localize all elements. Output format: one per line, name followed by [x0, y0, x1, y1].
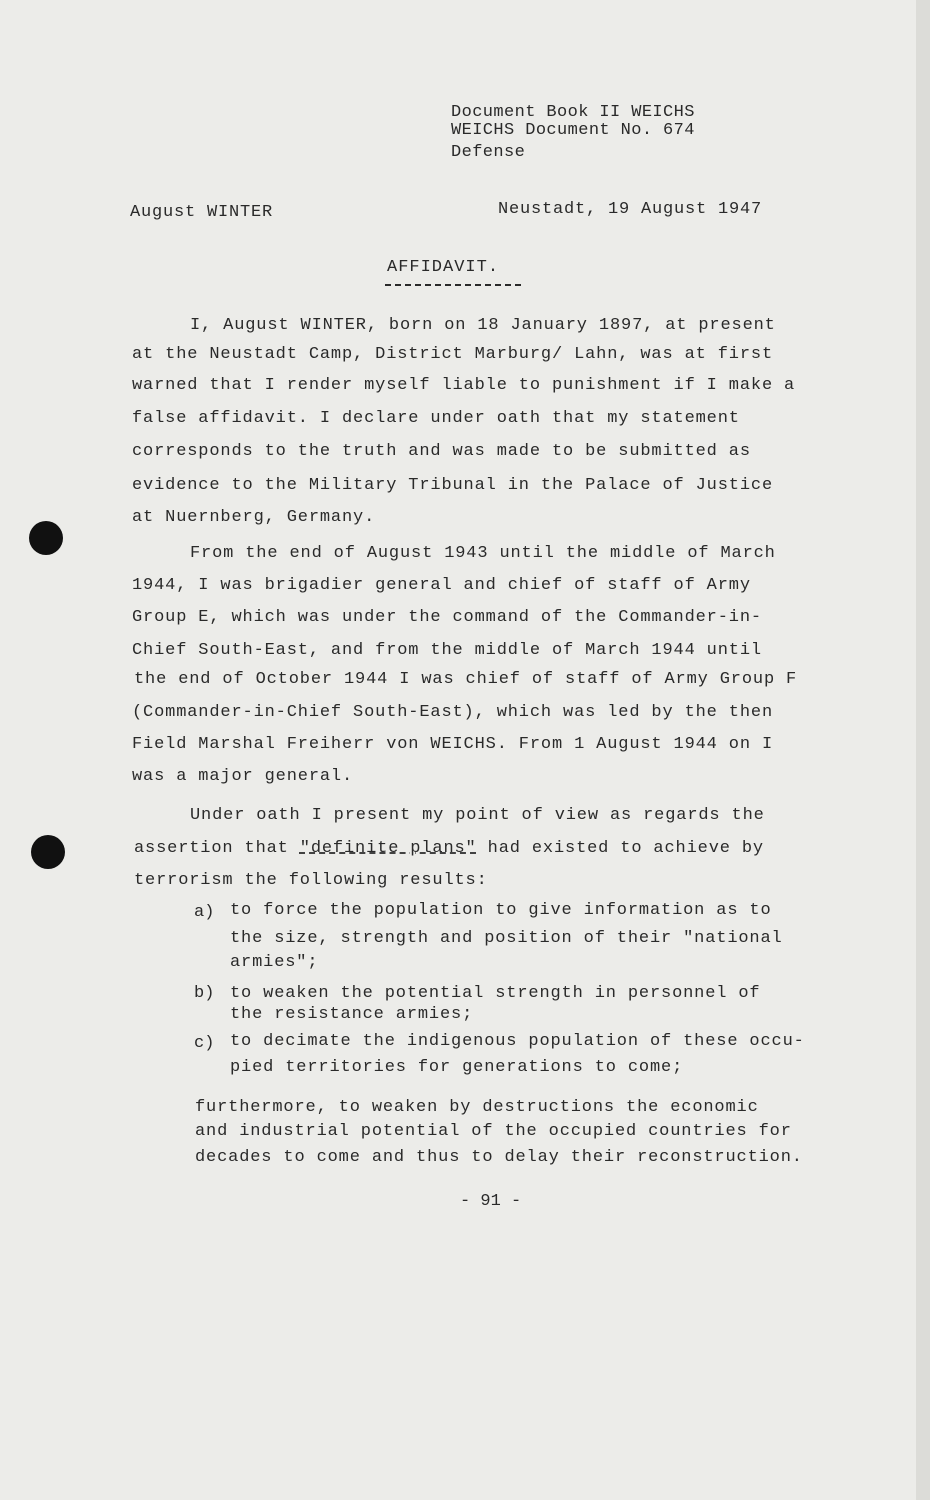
list-item-line: pied territories for generations to come; [230, 1058, 684, 1077]
para2-line: was a major general. [132, 767, 354, 786]
para1-line: corresponds to the truth and was made to be submitted as [132, 442, 751, 461]
list-item-label: c) [194, 1034, 215, 1053]
para1-line: at the Neustadt Camp, District Marburg/ Lahn, was at first [132, 345, 773, 364]
para1-line: I, August WINTER, born on 18 January 1897, at present [190, 316, 776, 335]
definite-plans-quote: "definite plans" [299, 839, 477, 858]
para2-line: (Commander-in-Chief South-East), which was led by the then [132, 703, 773, 722]
list-item-line: the resistance armies; [230, 1005, 474, 1024]
para3-line: Under oath I present my point of view as regards the [190, 806, 765, 825]
para2-line: From the end of August 1943 until the middle of March [190, 544, 776, 563]
para2-line: Field Marshal Freiherr von WEICHS. From 1 August 1944 on I [132, 735, 773, 754]
punch-hole [29, 521, 63, 555]
para1-line: at Nuernberg, Germany. [132, 508, 376, 527]
header-line-2: WEICHS Document No. 674 [451, 121, 695, 140]
page-number: - 91 - [460, 1192, 522, 1211]
document-title: AFFIDAVIT. [387, 258, 500, 277]
list-item-label: a) [194, 903, 215, 922]
para2-line: Group E, which was under the command of the Commander-in- [132, 608, 762, 627]
header-line-3: Defense [451, 143, 526, 162]
list-item-line: to weaken the potential strength in personnel of [230, 984, 761, 1003]
para2-line: 1944, I was brigadier general and chief of staff of Army [132, 576, 751, 595]
para1-line: false affidavit. I declare under oath that my statement [132, 409, 740, 428]
para2-line: the end of October 1944 I was chief of staff of Army Group F [134, 670, 798, 689]
para4-line: decades to come and thus to delay their reconstruction. [195, 1148, 803, 1167]
para1-line: warned that I render myself liable to punishment if I make a [132, 376, 796, 395]
para3-text: assertion that [134, 839, 300, 858]
header-line-1: Document Book II WEICHS [451, 103, 695, 122]
para3-text: had existed to achieve by [476, 839, 764, 858]
para3-line [134, 839, 764, 858]
author-name: August WINTER [130, 203, 274, 222]
page-edge [916, 0, 930, 1500]
place-date: Neustadt, 19 August 1947 [498, 200, 763, 219]
para4-line: furthermore, to weaken by destructions the economic [195, 1098, 759, 1117]
para1-line: evidence to the Military Tribunal in the Palace of Justice [132, 476, 773, 495]
title-underline [385, 284, 521, 286]
list-item-label: b) [194, 984, 215, 1003]
list-item-line: armies"; [230, 953, 319, 972]
para3-line: terrorism the following results: [134, 871, 488, 890]
para4-line: and industrial potential of the occupied countries for [195, 1122, 792, 1141]
punch-hole [31, 835, 65, 869]
list-item-line: to force the population to give information as to [230, 901, 772, 920]
list-item-line: the size, strength and position of their "national [230, 929, 783, 948]
list-item-line: to decimate the indigenous population of these occu- [230, 1032, 805, 1051]
para2-line: Chief South-East, and from the middle of March 1944 until [132, 641, 762, 660]
